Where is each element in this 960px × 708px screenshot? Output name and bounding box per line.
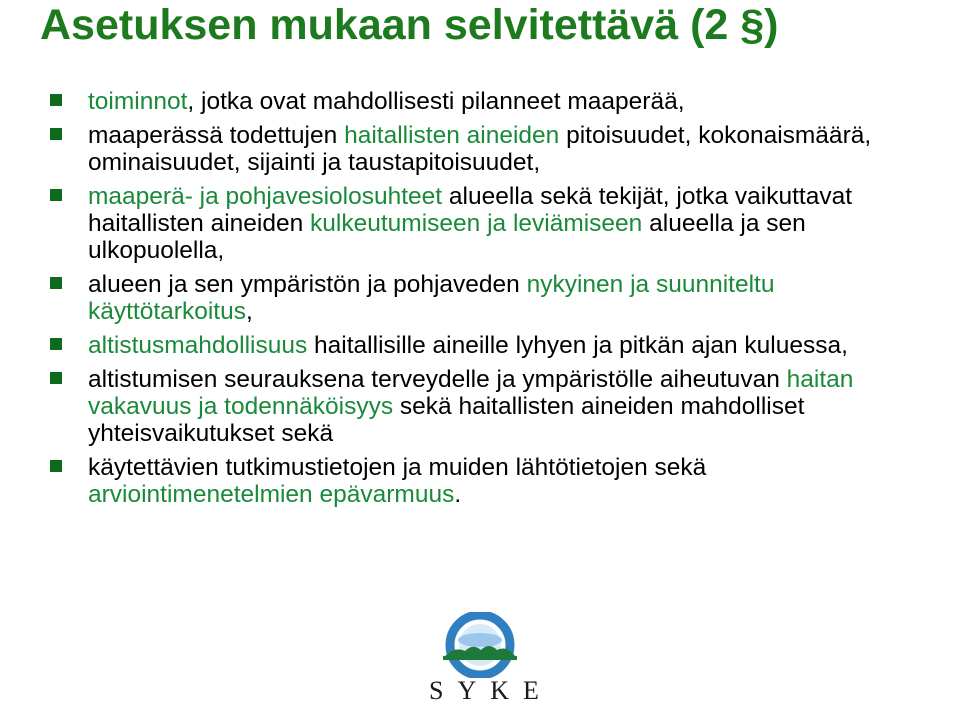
list-item (46, 332, 926, 359)
list-item-text (88, 332, 848, 359)
slide-title: Asetuksen mukaan selvitettävä (2 §) (40, 1, 779, 49)
body-text: alueella sekä tekijät, jotka vaikuttavat haitallisten aineiden (88, 183, 853, 237)
body-text: altistumisen seurauksena terveydelle ja ympäristölle aiheutuvan (88, 366, 787, 393)
highlighted-text: arviointimenetelmien epävarmuus (88, 481, 455, 508)
syke-logo (415, 612, 553, 708)
logo-wordmark: SYKE (429, 676, 553, 705)
square-bullet-icon (50, 338, 62, 350)
list-item (46, 183, 926, 264)
highlighted-text: altistusmahdollisuus (88, 332, 308, 359)
square-bullet-icon (50, 94, 62, 106)
body-text: maaperässä todettujen (88, 122, 345, 149)
body-text: , jotka ovat mahdollisesti pilanneet maaperää, (187, 88, 685, 115)
body-text: alueen ja sen ympäristön ja pohjaveden (88, 271, 527, 298)
square-bullet-icon (50, 128, 62, 140)
body-text: pitoisuudet, kokonaismäärä, ominaisuudet, sijainti ja taustapitoisuudet, (88, 122, 872, 176)
list-item-text (88, 454, 706, 508)
highlighted-text: nykyinen ja suunniteltu käyttötarkoitus (88, 271, 775, 325)
highlighted-text: haitan vakavuus ja todennäköisyys (88, 366, 854, 420)
list-item-text (88, 88, 685, 115)
list-item (46, 454, 926, 508)
list-item (46, 122, 926, 176)
square-bullet-icon (50, 277, 62, 289)
body-text: alueella ja sen ulkopuolella, (88, 210, 806, 264)
body-text: sekä haitallisten aineiden mahdolliset yhteisvaikutukset sekä (88, 393, 805, 447)
body-text: käytettävien tutkimustietojen ja muiden lähtötietojen sekä (88, 454, 707, 481)
body-text: haitallisille aineille lyhyen ja pitkän ajan kuluessa, (307, 332, 848, 359)
body-text: , (245, 298, 253, 325)
list-item-text (88, 183, 852, 264)
list-item (46, 88, 926, 115)
square-bullet-icon (50, 372, 62, 384)
list-item-text (88, 271, 774, 325)
highlighted-text: kulkeutumiseen ja leviämiseen (310, 210, 643, 237)
list-item-text (88, 122, 871, 176)
highlighted-text: toiminnot (88, 88, 188, 115)
bullet-list (46, 88, 926, 515)
syke-logo-icon (415, 612, 545, 678)
square-bullet-icon (50, 460, 62, 472)
list-item (46, 271, 926, 325)
highlighted-text: haitallisten aineiden (344, 122, 560, 149)
highlighted-text: maaperä- ja pohjavesiolosuhteet (88, 183, 443, 210)
body-text: . (454, 481, 462, 508)
list-item (46, 366, 926, 447)
square-bullet-icon (50, 189, 62, 201)
list-item-text (88, 366, 853, 447)
